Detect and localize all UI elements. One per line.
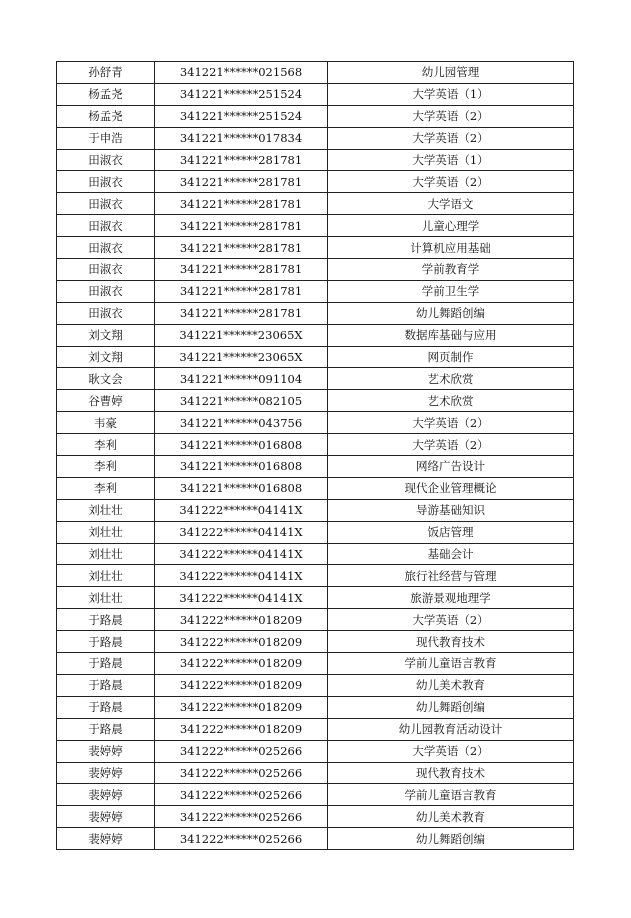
table-row — [57, 83, 574, 105]
id-number-cell: 341221******091104 — [155, 368, 328, 390]
table-row — [57, 696, 574, 718]
id-number-cell: 341222******025266 — [155, 762, 328, 784]
student-name-cell: 田淑衣 — [57, 149, 155, 171]
course-name-cell: 幼儿美术教育 — [328, 806, 574, 828]
id-number-cell: 341222******025266 — [155, 806, 328, 828]
id-number-cell: 341222******018209 — [155, 696, 328, 718]
student-name-cell: 田淑衣 — [57, 280, 155, 302]
course-name-cell: 艺术欣赏 — [328, 390, 574, 412]
student-name-cell: 裴婷婷 — [57, 784, 155, 806]
course-name-cell: 大学英语（2） — [328, 740, 574, 762]
id-number-cell: 341221******251524 — [155, 83, 328, 105]
id-number-cell: 341221******281781 — [155, 193, 328, 215]
student-name-cell: 杨孟尧 — [57, 105, 155, 127]
id-number-cell: 341221******281781 — [155, 215, 328, 237]
table-row — [57, 631, 574, 653]
table-row — [57, 149, 574, 171]
id-number-cell: 341221******017834 — [155, 127, 328, 149]
course-name-cell: 导游基础知识 — [328, 499, 574, 521]
id-number-cell: 341222******018209 — [155, 653, 328, 675]
student-name-cell: 刘壮壮 — [57, 543, 155, 565]
course-name-cell: 学前卫生学 — [328, 280, 574, 302]
table-row — [57, 521, 574, 543]
id-number-cell: 341221******016808 — [155, 456, 328, 478]
table-row — [57, 346, 574, 368]
table-row — [57, 565, 574, 587]
id-number-cell: 341221******23065X — [155, 346, 328, 368]
table-row — [57, 193, 574, 215]
table-row — [57, 390, 574, 412]
course-name-cell: 幼儿舞蹈创编 — [328, 302, 574, 324]
student-name-cell: 田淑衣 — [57, 302, 155, 324]
id-number-cell: 341221******016808 — [155, 477, 328, 499]
table-row — [57, 62, 574, 84]
student-name-cell: 于路晨 — [57, 631, 155, 653]
student-name-cell: 耿文会 — [57, 368, 155, 390]
table-row — [57, 456, 574, 478]
student-name-cell: 田淑衣 — [57, 193, 155, 215]
course-name-cell: 现代企业管理概论 — [328, 477, 574, 499]
table-row — [57, 237, 574, 259]
id-number-cell: 341222******018209 — [155, 609, 328, 631]
id-number-cell: 341222******04141X — [155, 521, 328, 543]
student-name-cell: 李利 — [57, 477, 155, 499]
course-name-cell: 大学英语（1） — [328, 149, 574, 171]
table-row — [57, 215, 574, 237]
student-name-cell: 谷曹婷 — [57, 390, 155, 412]
course-name-cell: 基础会计 — [328, 543, 574, 565]
table-row — [57, 609, 574, 631]
course-name-cell: 大学英语（2） — [328, 434, 574, 456]
student-name-cell: 孙舒青 — [57, 62, 155, 84]
table-row — [57, 806, 574, 828]
course-name-cell: 数据库基础与应用 — [328, 324, 574, 346]
course-name-cell: 学前教育学 — [328, 259, 574, 281]
course-name-cell: 幼儿美术教育 — [328, 674, 574, 696]
id-number-cell: 341221******251524 — [155, 105, 328, 127]
student-name-cell: 刘文翔 — [57, 324, 155, 346]
course-name-cell: 学前儿童语言教育 — [328, 653, 574, 675]
id-number-cell: 341222******04141X — [155, 543, 328, 565]
course-name-cell: 大学英语（2） — [328, 609, 574, 631]
id-number-cell: 341221******281781 — [155, 302, 328, 324]
course-name-cell: 大学英语（2） — [328, 412, 574, 434]
table-row — [57, 434, 574, 456]
course-name-cell: 饭店管理 — [328, 521, 574, 543]
course-name-cell: 旅游景观地理学 — [328, 587, 574, 609]
student-name-cell: 刘壮壮 — [57, 499, 155, 521]
table-row — [57, 674, 574, 696]
course-name-cell: 幼儿园管理 — [328, 62, 574, 84]
course-name-cell: 大学语文 — [328, 193, 574, 215]
id-number-cell: 341222******018209 — [155, 674, 328, 696]
id-number-cell: 341221******281781 — [155, 171, 328, 193]
course-name-cell: 旅行社经营与管理 — [328, 565, 574, 587]
course-name-cell: 幼儿舞蹈创编 — [328, 828, 574, 850]
table-row — [57, 762, 574, 784]
student-name-cell: 韦豪 — [57, 412, 155, 434]
course-name-cell: 大学英语（2） — [328, 105, 574, 127]
records-table — [56, 61, 574, 850]
student-name-cell: 刘文翔 — [57, 346, 155, 368]
table-row — [57, 718, 574, 740]
id-number-cell: 341221******281781 — [155, 149, 328, 171]
course-name-cell: 网页制作 — [328, 346, 574, 368]
id-number-cell: 341222******018209 — [155, 631, 328, 653]
id-number-cell: 341221******021568 — [155, 62, 328, 84]
table-row — [57, 587, 574, 609]
id-number-cell: 341222******04141X — [155, 499, 328, 521]
table-row — [57, 477, 574, 499]
id-number-cell: 341221******281781 — [155, 259, 328, 281]
course-name-cell: 幼儿园教育活动设计 — [328, 718, 574, 740]
course-name-cell: 网络广告设计 — [328, 456, 574, 478]
student-name-cell: 裴婷婷 — [57, 828, 155, 850]
student-name-cell: 裴婷婷 — [57, 806, 155, 828]
student-name-cell: 于路晨 — [57, 696, 155, 718]
student-name-cell: 于路晨 — [57, 674, 155, 696]
id-number-cell: 341221******23065X — [155, 324, 328, 346]
student-name-cell: 田淑衣 — [57, 215, 155, 237]
student-name-cell: 李利 — [57, 434, 155, 456]
table-row — [57, 127, 574, 149]
table-row — [57, 171, 574, 193]
table-row — [57, 543, 574, 565]
id-number-cell: 341222******018209 — [155, 718, 328, 740]
student-name-cell: 田淑衣 — [57, 171, 155, 193]
id-number-cell: 341221******016808 — [155, 434, 328, 456]
course-name-cell: 学前儿童语言教育 — [328, 784, 574, 806]
student-name-cell: 田淑衣 — [57, 259, 155, 281]
id-number-cell: 341221******043756 — [155, 412, 328, 434]
table-row — [57, 740, 574, 762]
table-row — [57, 302, 574, 324]
student-name-cell: 杨孟尧 — [57, 83, 155, 105]
course-name-cell: 大学英语（1） — [328, 83, 574, 105]
student-name-cell: 田淑衣 — [57, 237, 155, 259]
id-number-cell: 341221******082105 — [155, 390, 328, 412]
course-name-cell: 现代教育技术 — [328, 762, 574, 784]
id-number-cell: 341221******281781 — [155, 237, 328, 259]
student-name-cell: 于路晨 — [57, 609, 155, 631]
student-name-cell: 于路晨 — [57, 653, 155, 675]
student-name-cell: 李利 — [57, 456, 155, 478]
student-name-cell: 于申浩 — [57, 127, 155, 149]
id-number-cell: 341222******04141X — [155, 587, 328, 609]
student-name-cell: 于路晨 — [57, 718, 155, 740]
table-row — [57, 280, 574, 302]
table-row — [57, 324, 574, 346]
id-number-cell: 341222******025266 — [155, 828, 328, 850]
course-name-cell: 现代教育技术 — [328, 631, 574, 653]
course-name-cell: 大学英语（2） — [328, 127, 574, 149]
course-name-cell: 计算机应用基础 — [328, 237, 574, 259]
table-row — [57, 412, 574, 434]
id-number-cell: 341222******04141X — [155, 565, 328, 587]
table-row — [57, 368, 574, 390]
id-number-cell: 341222******025266 — [155, 784, 328, 806]
student-name-cell: 裴婷婷 — [57, 740, 155, 762]
course-name-cell: 大学英语（2） — [328, 171, 574, 193]
records-table-body — [57, 62, 574, 850]
course-name-cell: 艺术欣赏 — [328, 368, 574, 390]
id-number-cell: 341221******281781 — [155, 280, 328, 302]
course-name-cell: 幼儿舞蹈创编 — [328, 696, 574, 718]
student-name-cell: 刘壮壮 — [57, 521, 155, 543]
course-name-cell: 儿童心理学 — [328, 215, 574, 237]
table-row — [57, 499, 574, 521]
student-name-cell: 刘壮壮 — [57, 565, 155, 587]
id-number-cell: 341222******025266 — [155, 740, 328, 762]
table-row — [57, 653, 574, 675]
table-row — [57, 105, 574, 127]
table-row — [57, 784, 574, 806]
student-name-cell: 刘壮壮 — [57, 587, 155, 609]
table-row — [57, 828, 574, 850]
student-name-cell: 裴婷婷 — [57, 762, 155, 784]
table-row — [57, 259, 574, 281]
